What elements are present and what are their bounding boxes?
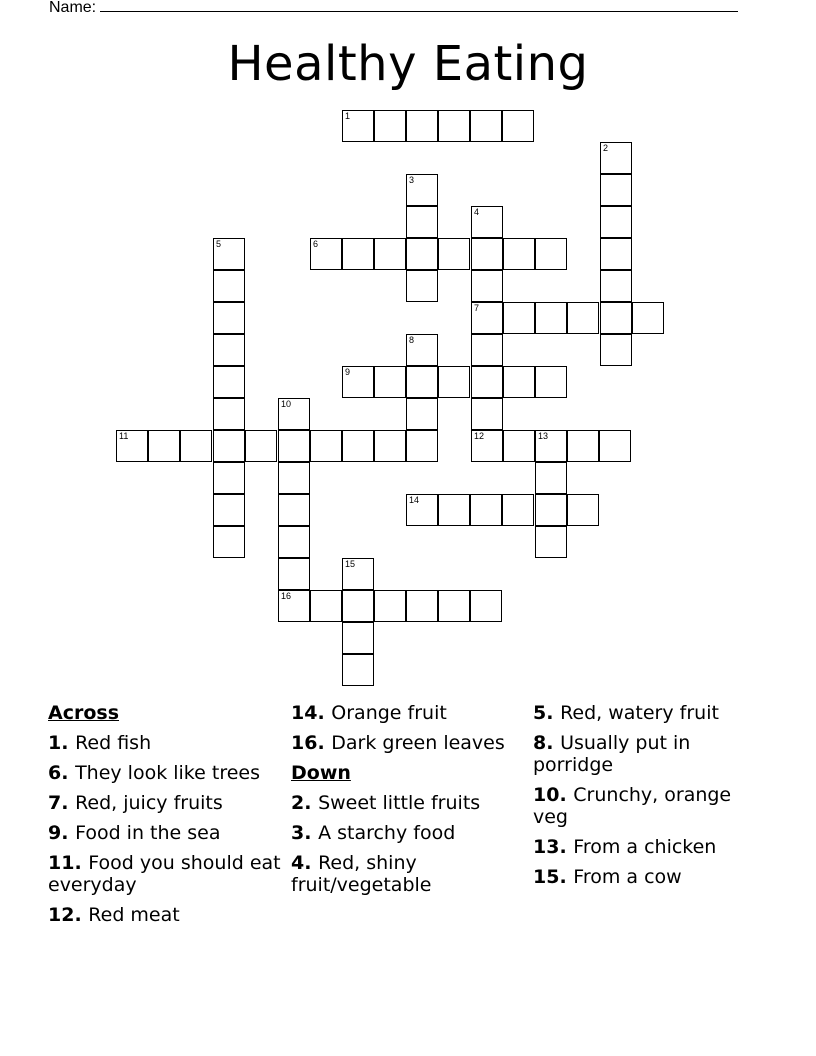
clue-text: Red, watery fruit <box>560 702 719 724</box>
cell-number: 14 <box>409 495 420 505</box>
crossword-cell[interactable] <box>310 590 342 622</box>
clues-column-3 <box>533 702 768 896</box>
clue-text: A starchy food <box>318 822 456 844</box>
name-label: Name: <box>49 0 97 16</box>
clue-number: 5. <box>533 702 561 724</box>
clue-number: 16. <box>291 732 332 754</box>
crossword-cell[interactable] <box>438 494 470 526</box>
crossword-cell[interactable] <box>471 238 503 270</box>
clues-column-1 <box>48 702 283 934</box>
crossword-cell[interactable] <box>278 430 310 462</box>
clue-text: Food in the sea <box>75 822 221 844</box>
crossword-cell[interactable] <box>503 430 535 462</box>
crossword-cell[interactable] <box>600 334 632 366</box>
clue-text: They look like trees <box>75 762 260 784</box>
down-heading: Down <box>291 762 351 784</box>
crossword-cell[interactable] <box>438 238 470 270</box>
crossword-cell[interactable] <box>310 430 342 462</box>
crossword-cell[interactable] <box>213 526 245 558</box>
clue-number: 6. <box>48 762 76 784</box>
crossword-cell[interactable] <box>213 398 245 430</box>
clue-item <box>48 904 283 926</box>
clue-number: 9. <box>48 822 76 844</box>
crossword-cell[interactable] <box>213 462 245 494</box>
crossword-cell[interactable] <box>374 238 406 270</box>
clue-number: 8. <box>533 732 561 754</box>
crossword-cell[interactable] <box>471 366 503 398</box>
clue-item <box>48 762 283 784</box>
clue-text: Crunchy, orange veg <box>533 784 732 828</box>
crossword-cell[interactable] <box>470 494 502 526</box>
crossword-cell[interactable] <box>600 302 632 334</box>
clue-text: Food you should eat everyday <box>48 852 281 896</box>
cell-number: 12 <box>474 431 485 441</box>
crossword-cell[interactable] <box>470 590 502 622</box>
clue-item <box>291 702 526 724</box>
crossword-cell[interactable] <box>503 302 535 334</box>
crossword-cell[interactable] <box>148 430 180 462</box>
crossword-cell[interactable] <box>374 110 406 142</box>
crossword-cell[interactable] <box>278 462 310 494</box>
crossword-cell[interactable] <box>600 270 632 302</box>
cell-number: 2 <box>603 143 609 153</box>
crossword-cell[interactable] <box>535 366 567 398</box>
clue-item <box>533 702 768 724</box>
clue-item <box>291 822 526 844</box>
crossword-cell[interactable] <box>503 366 535 398</box>
crossword-cell[interactable] <box>567 302 599 334</box>
crossword-cell[interactable] <box>213 366 245 398</box>
clue-number: 14. <box>291 702 332 724</box>
clue-number: 11. <box>48 852 89 874</box>
clue-text: Red, juicy fruits <box>75 792 223 814</box>
cell-number: 11 <box>119 431 129 441</box>
crossword-cell[interactable] <box>374 590 406 622</box>
crossword-cell[interactable] <box>600 174 632 206</box>
clues-column-2 <box>291 702 526 904</box>
clue-number: 10. <box>533 784 574 806</box>
crossword-cell[interactable] <box>470 110 502 142</box>
crossword-cell[interactable] <box>406 366 438 398</box>
crossword-cell[interactable] <box>374 430 406 462</box>
crossword-cell[interactable] <box>213 334 245 366</box>
crossword-cell[interactable] <box>213 430 245 462</box>
cell-number: 3 <box>409 175 415 185</box>
crossword-cell[interactable] <box>600 206 632 238</box>
crossword-cell[interactable] <box>342 430 374 462</box>
clue-item <box>48 852 283 896</box>
clue-number: 15. <box>533 866 574 888</box>
clue-text: Red, shiny fruit/vegetable <box>291 852 432 896</box>
crossword-cell[interactable] <box>502 494 534 526</box>
crossword-cell[interactable] <box>471 334 503 366</box>
clue-number: 4. <box>291 852 319 874</box>
crossword-cell[interactable] <box>374 366 406 398</box>
clue-item <box>533 784 768 828</box>
clue-text: From a cow <box>573 866 682 888</box>
clue-text: Red meat <box>88 904 180 926</box>
cell-number: 4 <box>474 207 480 217</box>
cell-number: 8 <box>409 335 415 345</box>
clue-text: Dark green leaves <box>331 732 505 754</box>
cell-number: 15 <box>345 559 356 569</box>
crossword-cell[interactable] <box>406 590 438 622</box>
crossword-cell[interactable] <box>502 110 534 142</box>
crossword-cell[interactable] <box>471 270 503 302</box>
page-title: Healthy Eating <box>227 36 589 92</box>
clue-text: Orange fruit <box>331 702 447 724</box>
clue-text: Sweet little fruits <box>318 792 481 814</box>
crossword-cell[interactable] <box>213 270 245 302</box>
crossword-cell[interactable] <box>406 206 438 238</box>
cell-number: 10 <box>281 399 292 409</box>
clue-item <box>533 866 768 888</box>
crossword-cell[interactable] <box>278 558 310 590</box>
clue-number: 7. <box>48 792 76 814</box>
crossword-cell[interactable] <box>535 526 567 558</box>
cell-number: 7 <box>474 303 480 313</box>
crossword-cell[interactable] <box>213 494 245 526</box>
clue-number: 13. <box>533 836 574 858</box>
across-heading: Across <box>48 702 120 724</box>
crossword-cell[interactable] <box>180 430 212 462</box>
clue-number: 1. <box>48 732 76 754</box>
crossword-cell[interactable] <box>406 238 438 270</box>
crossword-cell[interactable] <box>278 494 310 526</box>
crossword-cell[interactable] <box>342 238 374 270</box>
crossword-cell[interactable] <box>535 494 567 526</box>
crossword-cell[interactable] <box>438 110 470 142</box>
crossword-cell[interactable] <box>342 622 374 654</box>
clue-number: 3. <box>291 822 319 844</box>
crossword-cell[interactable] <box>599 430 631 462</box>
clue-item <box>291 852 526 896</box>
clue-text: Red fish <box>75 732 152 754</box>
crossword-cell[interactable] <box>406 270 438 302</box>
clue-item <box>291 792 526 814</box>
crossword-cell[interactable] <box>438 366 470 398</box>
crossword-cell[interactable] <box>406 398 438 430</box>
crossword-cell[interactable] <box>406 430 438 462</box>
crossword-cell[interactable] <box>406 110 438 142</box>
cell-number: 1 <box>345 111 351 121</box>
crossword-cell[interactable] <box>535 238 567 270</box>
crossword-cell[interactable] <box>567 494 599 526</box>
cell-number: 13 <box>538 431 549 441</box>
crossword-cell[interactable] <box>535 302 567 334</box>
crossword-cell[interactable] <box>438 590 470 622</box>
crossword-cell[interactable] <box>213 302 245 334</box>
crossword-cell[interactable] <box>632 302 664 334</box>
cell-number: 16 <box>281 591 292 601</box>
crossword-cell[interactable] <box>600 238 632 270</box>
clue-text: From a chicken <box>573 836 717 858</box>
clue-item <box>291 732 526 754</box>
clue-text: Usually put in porridge <box>533 732 691 776</box>
clue-item <box>533 732 768 776</box>
clue-item <box>48 792 283 814</box>
clue-item <box>48 822 283 844</box>
crossword-cell[interactable] <box>567 430 599 462</box>
clue-number: 12. <box>48 904 89 926</box>
crossword-cell[interactable] <box>342 654 374 686</box>
crossword-cell[interactable] <box>471 398 503 430</box>
cell-number: 9 <box>345 367 351 377</box>
crossword-cell[interactable] <box>535 462 567 494</box>
crossword-cell[interactable] <box>342 590 374 622</box>
cell-number: 6 <box>313 239 319 249</box>
crossword-cell[interactable] <box>278 526 310 558</box>
cell-number: 5 <box>216 239 222 249</box>
clue-item <box>533 836 768 858</box>
crossword-cell[interactable] <box>245 430 277 462</box>
crossword-cell[interactable] <box>503 238 535 270</box>
clue-number: 2. <box>291 792 319 814</box>
clue-item <box>48 732 283 754</box>
